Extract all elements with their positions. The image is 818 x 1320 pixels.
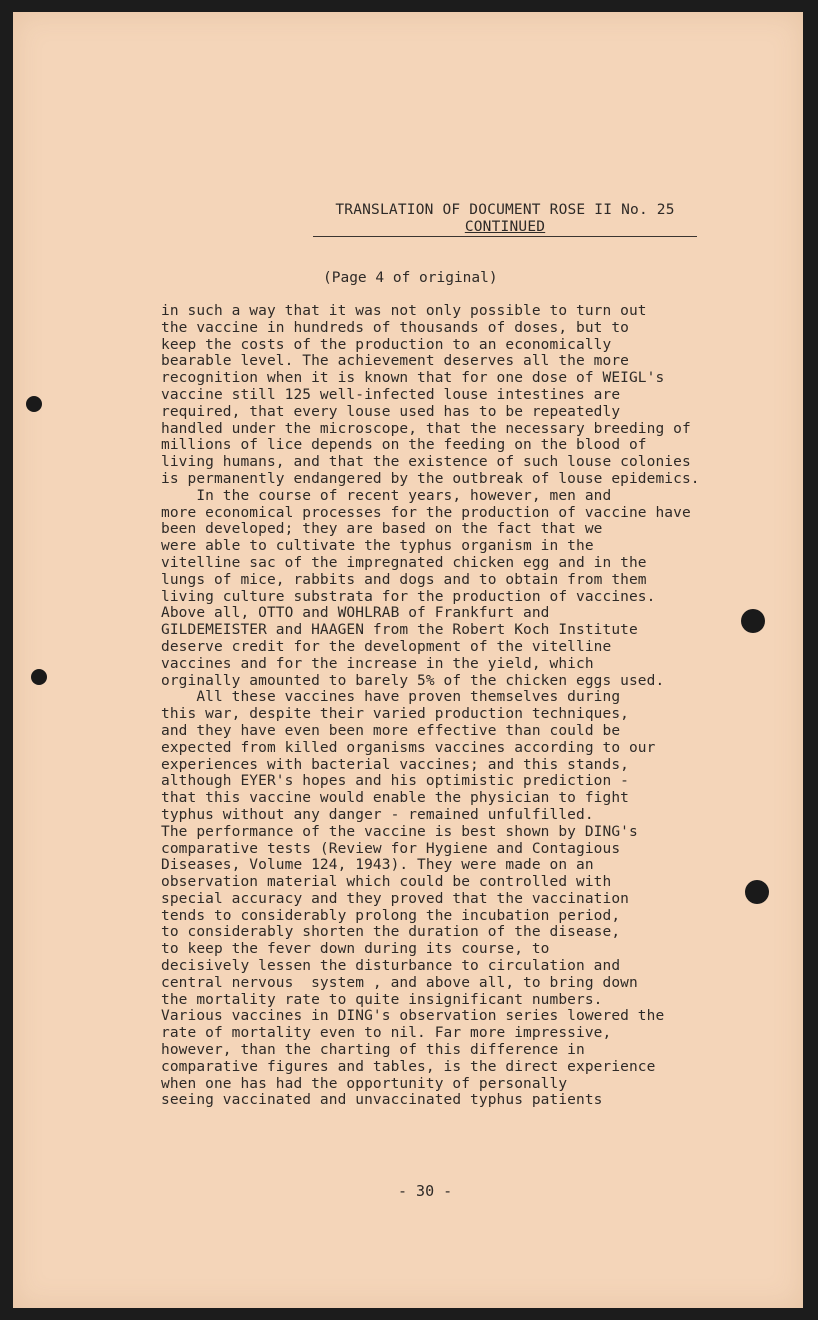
- text-line: typhus without any danger - remained unfulfilled.: [161, 806, 594, 823]
- document-subtitle-text: CONTINUED: [464, 219, 546, 235]
- text-line: vaccine still 125 well-infected louse intestines are: [161, 386, 621, 403]
- body-text: [161, 303, 791, 1109]
- text-line: keep the costs of the production to an economically: [161, 336, 612, 353]
- text-line: however, than the charting of this difference in: [161, 1042, 585, 1059]
- page-number: - 30 -: [398, 1182, 453, 1200]
- text-line: special accuracy and they proved that the vaccination: [161, 890, 629, 907]
- text-line: Diseases, Volume 124, 1943). They were made on an: [161, 857, 594, 874]
- punch-hole: [26, 396, 42, 412]
- document-page: [13, 12, 803, 1308]
- text-line: although EYER's hopes and his optimistic prediction -: [161, 773, 629, 790]
- punch-hole: [31, 669, 47, 685]
- text-line: orginally amounted to barely 5% of the chicken eggs used.: [161, 672, 665, 689]
- text-line: is permanently endangered by the outbreak of louse epidemics.: [161, 470, 700, 487]
- punch-hole: [745, 880, 769, 904]
- text-line: and they have even been more effective than could be: [161, 722, 621, 739]
- text-line: more economical processes for the production of vaccine have: [161, 504, 691, 521]
- text-line: handled under the microscope, that the necessary breeding of: [161, 420, 691, 437]
- text-line: living humans, and that the existence of such louse colonies: [161, 454, 691, 471]
- text-line: to keep the fever down during its course, to: [161, 941, 550, 958]
- document-title: TRANSLATION OF DOCUMENT ROSE II No. 25: [335, 202, 675, 218]
- text-line: GILDEMEISTER and HAAGEN from the Robert Koch Institute: [161, 622, 638, 639]
- text-line: lungs of mice, rabbits and dogs and to obtain from them: [161, 571, 647, 588]
- text-line: were able to cultivate the typhus organism in the: [161, 538, 594, 555]
- text-line: the mortality rate to quite insignificant numbers.: [161, 991, 603, 1008]
- text-line: expected from killed organisms vaccines according to our: [161, 739, 656, 756]
- punch-hole: [741, 609, 765, 633]
- text-line: seeing vaccinated and unvaccinated typhus patients: [161, 1092, 603, 1109]
- text-line: In the course of recent years, however, men and: [161, 487, 612, 504]
- document-header: [313, 202, 697, 235]
- text-line: observation material which could be controlled with: [161, 874, 612, 891]
- text-line: in such a way that it was not only possible to turn out: [161, 303, 647, 319]
- text-line: experiences with bacterial vaccines; and this stands,: [161, 756, 629, 773]
- text-line: the vaccine in hundreds of thousands of doses, but to: [161, 319, 629, 336]
- text-line: required, that every louse used has to be repeatedly: [161, 403, 621, 420]
- text-line: deserve credit for the development of the vitelline: [161, 638, 612, 655]
- text-line: tends to considerably prolong the incubation period,: [161, 907, 621, 924]
- text-line: that this vaccine would enable the physician to fight: [161, 790, 629, 807]
- header-rule: [313, 236, 697, 237]
- text-line: this war, despite their varied production techniques,: [161, 706, 629, 723]
- text-line: vitelline sac of the impregnated chicken egg and in the: [161, 554, 647, 571]
- text-line: comparative figures and tables, is the direct experience: [161, 1058, 656, 1075]
- text-line: comparative tests (Review for Hygiene and Contagious: [161, 840, 621, 857]
- text-line: when one has had the opportunity of personally: [161, 1075, 568, 1092]
- text-line: recognition when it is known that for one dose of WEIGL's: [161, 370, 665, 387]
- page-reference: (Page 4 of original): [323, 270, 498, 286]
- text-line: been developed; they are based on the fact that we: [161, 521, 603, 538]
- text-line: central nervous system , and above all, to bring down: [161, 974, 638, 991]
- text-line: All these vaccines have proven themselves during: [161, 689, 621, 706]
- text-line: Various vaccines in DING's observation series lowered the: [161, 1008, 665, 1025]
- text-line: to considerably shorten the duration of the disease,: [161, 924, 621, 941]
- text-line: bearable level. The achievement deserves all the more: [161, 353, 629, 370]
- text-line: millions of lice depends on the feeding on the blood of: [161, 437, 647, 454]
- text-line: rate of mortality even to nil. Far more impressive,: [161, 1025, 612, 1042]
- text-line: decisively lessen the disturbance to circulation and: [161, 958, 621, 975]
- text-line: The performance of the vaccine is best shown by DING's: [161, 823, 638, 840]
- text-line: vaccines and for the increase in the yield, which: [161, 655, 594, 672]
- document-subtitle: [313, 219, 697, 235]
- text-line: living culture substrata for the production of vaccines.: [161, 588, 656, 605]
- text-line: Above all, OTTO and WOHLRAB of Frankfurt and: [161, 605, 550, 622]
